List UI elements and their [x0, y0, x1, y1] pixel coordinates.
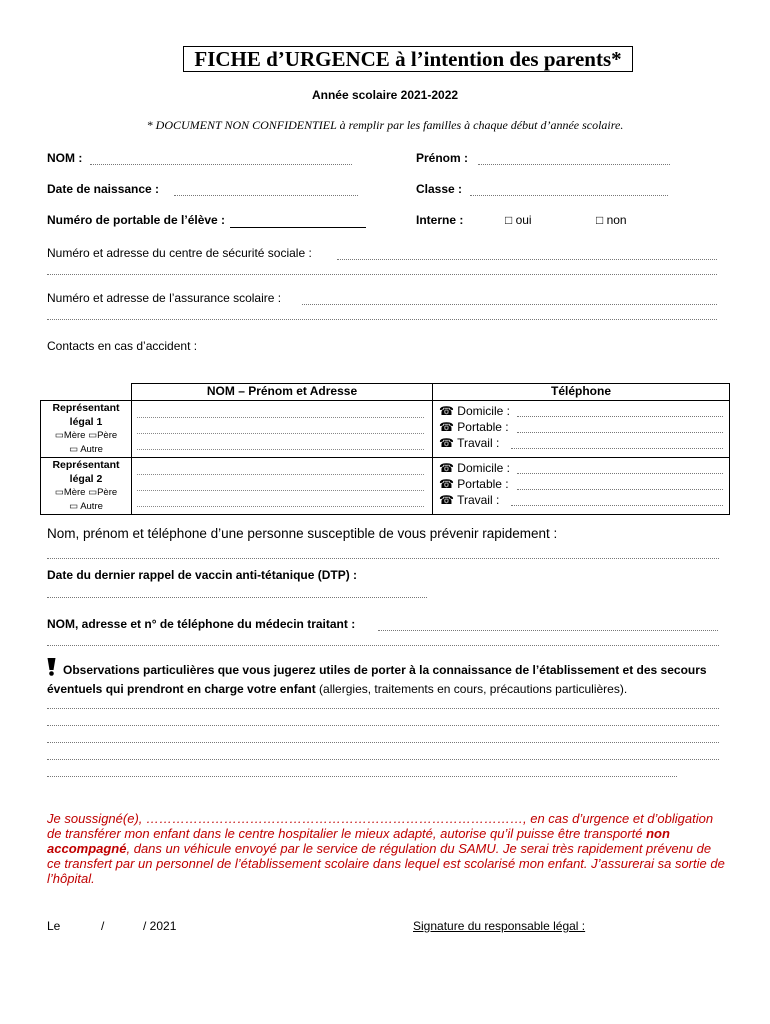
- rep1-pere-label: Père: [97, 430, 118, 441]
- observations-label-2: éventuels qui prendront en charge votre enfant: [47, 682, 316, 696]
- table-row: [41, 401, 730, 458]
- rep2-autre-checkbox[interactable]: ▭ Autre: [69, 501, 103, 512]
- table-corner: [41, 384, 132, 401]
- rep1-domicile-label: ☎ Domicile :: [439, 404, 510, 418]
- rep1-name-line[interactable]: [137, 433, 424, 434]
- rep1-name-line[interactable]: [137, 417, 424, 418]
- page-title: FICHE d’URGENCE à l’intention des parents*: [183, 46, 633, 72]
- rep1-phone-cell[interactable]: [433, 401, 730, 458]
- rep2-name-line[interactable]: [137, 474, 424, 475]
- rep1-autre-checkbox[interactable]: ▭ Autre: [69, 444, 103, 455]
- rep2-domicile-field[interactable]: [517, 473, 723, 474]
- rep2-name-line[interactable]: [137, 490, 424, 491]
- observations-field[interactable]: [47, 759, 719, 760]
- dob-field[interactable]: [174, 195, 358, 196]
- rep1-name-line[interactable]: [137, 449, 424, 450]
- dob-label: Date de naissance :: [47, 182, 160, 196]
- classe-label: Classe :: [416, 182, 463, 196]
- rep2-portable-field[interactable]: [517, 489, 723, 490]
- rep1-travail-label: ☎ Travail :: [439, 436, 500, 450]
- rep2-portable-label: ☎ Portable :: [439, 477, 509, 491]
- declaration-part2: , dans un véhicule envoyé par le service de régulation du SAMU. Je serai très rapidement prévenu de ce transfert par un personnel de l’établissement scolaire dans lequel est scolarisé mon enfant. J’assurerai sa sortie de l’hôpital.: [47, 841, 725, 886]
- observations-line2: [47, 682, 627, 696]
- phone-field[interactable]: [230, 227, 366, 228]
- rep1-domicile-field[interactable]: [517, 416, 723, 417]
- vaccin-field[interactable]: [47, 597, 427, 598]
- rep1-mere-checkbox[interactable]: ▭Mère: [54, 430, 86, 441]
- rep1-portable-field[interactable]: [517, 432, 723, 433]
- declaration-text: [47, 811, 727, 886]
- secu-label: Numéro et adresse du centre de sécurité sociale :: [47, 246, 312, 260]
- rep2-travail-label: ☎ Travail :: [439, 493, 500, 507]
- medecin-field[interactable]: [378, 630, 718, 631]
- rep1-travail-field[interactable]: [511, 448, 723, 449]
- observations-field[interactable]: [47, 708, 719, 709]
- interne-non-checkbox[interactable]: □ non: [596, 213, 627, 227]
- rep2-title1: Représentant: [52, 459, 120, 471]
- rep2-name-cell[interactable]: [132, 458, 433, 515]
- classe-field[interactable]: [470, 195, 668, 196]
- rep1-pere-checkbox[interactable]: ▭Père: [88, 430, 118, 441]
- rep1-portable-label: ☎ Portable :: [439, 420, 509, 434]
- col-header-phone: Téléphone: [433, 384, 730, 401]
- medecin-label: NOM, adresse et n° de téléphone du médecin traitant :: [47, 617, 356, 631]
- rep2-autre-label: Autre: [80, 501, 103, 512]
- col-header-name: NOM – Prénom et Adresse: [132, 384, 433, 401]
- prenom-field[interactable]: [478, 164, 670, 165]
- declaration-bold: non accompagné: [47, 826, 670, 856]
- rep2-title2: légal 2: [69, 473, 103, 485]
- rep1-cell: [41, 401, 132, 458]
- observations-field[interactable]: [47, 776, 677, 777]
- rep2-pere-checkbox[interactable]: ▭Père: [88, 487, 118, 498]
- vaccin-label: Date du dernier rappel de vaccin anti-tétanique (DTP) :: [47, 568, 358, 582]
- phone-label: Numéro de portable de l’élève :: [47, 213, 226, 227]
- rep1-name-cell[interactable]: [132, 401, 433, 458]
- school-year: Année scolaire 2021-2022: [311, 88, 459, 102]
- rep2-name-line[interactable]: [137, 506, 424, 507]
- rep2-cell: [41, 458, 132, 515]
- person-label: Nom, prénom et téléphone d’une personne susceptible de vous prévenir rapidement :: [47, 526, 558, 541]
- contacts-table: [40, 383, 730, 515]
- rep2-mere-label: Mère: [63, 487, 86, 498]
- rep2-pere-label: Père: [97, 487, 118, 498]
- warning-icon: [46, 658, 57, 676]
- interne-label: Interne :: [416, 213, 464, 227]
- secu-field-line2[interactable]: [47, 274, 717, 275]
- observations-field[interactable]: [47, 725, 719, 726]
- rep1-autre-label: Autre: [80, 444, 103, 455]
- table-row: [41, 458, 730, 515]
- rep1-title2: légal 1: [69, 416, 103, 428]
- date-slash-1: /: [101, 919, 105, 933]
- rep1-mere-label: Mère: [63, 430, 86, 441]
- person-field[interactable]: [47, 558, 719, 559]
- rep2-phone-cell[interactable]: [433, 458, 730, 515]
- nom-label: NOM :: [47, 151, 83, 165]
- date-le-label: Le: [47, 919, 61, 933]
- rep2-travail-field[interactable]: [511, 505, 723, 506]
- assurance-field-line2[interactable]: [47, 319, 717, 320]
- observations-label: Observations particulières que vous jugerez utiles de porter à la connaissance de l’établissement et des secours: [63, 663, 707, 677]
- interne-oui-checkbox[interactable]: □ oui: [505, 213, 532, 227]
- observations-field[interactable]: [47, 742, 719, 743]
- declaration-part1: Je soussigné(e), ……………………………………………………………………………, en cas d’urgence et d’obligation de transférer mon enfant dans le centre hospitalier le mieux adapté, autorise qu’il puisse être transporté: [47, 811, 714, 841]
- nom-field[interactable]: [90, 164, 352, 165]
- observations-hint: (allergies, traitements en cours, précautions particulières).: [315, 682, 628, 696]
- rep2-mere-checkbox[interactable]: ▭Mère: [54, 487, 86, 498]
- assurance-field[interactable]: [302, 304, 717, 305]
- prenom-label: Prénom :: [416, 151, 469, 165]
- date-year: / 2021: [143, 919, 177, 933]
- secu-field[interactable]: [337, 259, 717, 260]
- contacts-label: Contacts en cas d’accident :: [47, 339, 198, 353]
- rep1-title1: Représentant: [52, 402, 120, 414]
- confidentiality-note: * DOCUMENT NON CONFIDENTIEL à remplir par les familles à chaque début d’année scolaire.: [146, 118, 624, 132]
- rep2-domicile-label: ☎ Domicile :: [439, 461, 510, 475]
- assurance-label: Numéro et adresse de l’assurance scolaire :: [47, 291, 282, 305]
- medecin-field-line2[interactable]: [47, 645, 719, 646]
- signature-label: Signature du responsable légal :: [413, 919, 586, 933]
